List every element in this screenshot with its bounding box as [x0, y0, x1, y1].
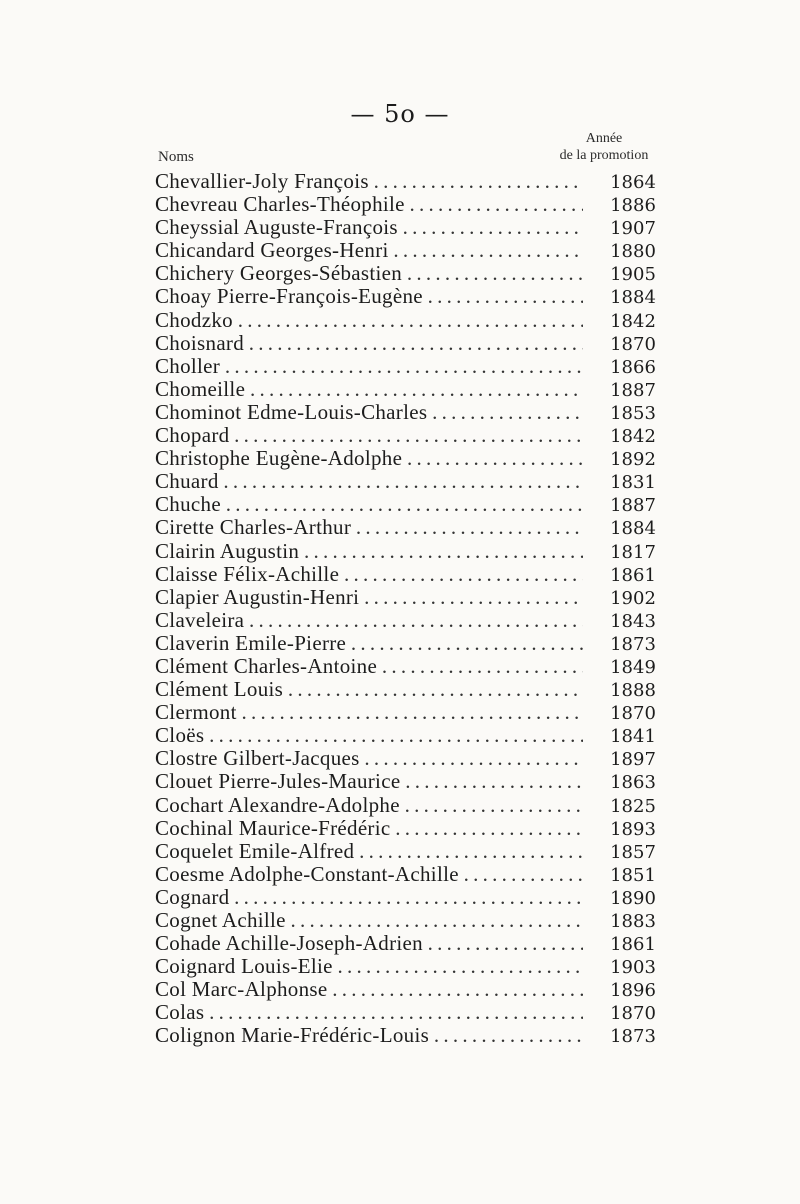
entry-year: 1853	[610, 402, 656, 424]
page-number: — 5o —	[350, 100, 450, 128]
entry-name: Claveleira . . .	[155, 609, 583, 632]
list-item	[155, 909, 685, 932]
entry-year: 1903	[610, 957, 656, 979]
entry-year: 1849	[610, 656, 656, 678]
list-item	[155, 470, 685, 493]
list-item	[155, 332, 685, 355]
list-item	[155, 886, 685, 909]
entry-year: 1861	[610, 934, 656, 956]
entry-name: Cloës . . .	[155, 724, 583, 747]
list-item	[155, 794, 685, 817]
list-item	[155, 424, 685, 447]
list-item	[155, 401, 685, 424]
entry-name: Chopard . . .	[155, 424, 583, 447]
list-item	[155, 817, 685, 840]
entry-year: 1880	[610, 241, 656, 263]
entry-name: Cirette Charles-Arthur . . .	[155, 516, 583, 539]
entry-name: Clermont . . .	[155, 701, 583, 724]
entry-name: Cognard . . .	[155, 886, 583, 909]
entry-year: 1887	[610, 495, 656, 517]
list-item	[155, 262, 685, 285]
entry-year: 1870	[610, 1003, 656, 1025]
entry-year: 1825	[610, 795, 656, 817]
list-item	[155, 216, 685, 239]
list-item	[155, 724, 685, 747]
entry-name: Choller . . .	[155, 355, 583, 378]
entry-name: Clément Charles-Antoine . . .	[155, 655, 583, 678]
year-header-line2: de la promotion	[559, 148, 649, 163]
entry-year: 1861	[610, 564, 656, 586]
list-item	[155, 840, 685, 863]
entry-name: Choisnard . . .	[155, 332, 583, 355]
entry-year: 1870	[610, 703, 656, 725]
entry-year: 1866	[610, 356, 656, 378]
list-item	[155, 309, 685, 332]
entry-year: 1897	[610, 749, 656, 771]
entry-year: 1864	[610, 172, 656, 193]
list-item	[155, 563, 685, 586]
entry-name: Chevallier-Joly François . . .	[155, 170, 583, 193]
entry-year: 1817	[610, 541, 656, 563]
entry-year: 1890	[610, 887, 656, 909]
entry-year: 1892	[610, 449, 656, 471]
entry-name: Chomeille . . .	[155, 378, 583, 401]
list-item	[155, 1001, 685, 1024]
list-item	[155, 239, 685, 262]
list-item	[155, 447, 685, 470]
entry-year: 1842	[610, 310, 656, 332]
entry-name: Claisse Félix-Achille . . .	[155, 563, 583, 586]
list-item	[155, 701, 685, 724]
names-column-header: Noms	[158, 149, 194, 165]
entry-name: Clairin Augustin . . .	[155, 540, 583, 563]
entry-year: 1873	[610, 1026, 656, 1048]
entry-year: 1887	[610, 379, 656, 401]
entry-name: Chicandard Georges-Henri . . .	[155, 239, 583, 262]
list-item	[155, 747, 685, 770]
list-item	[155, 378, 685, 401]
entry-name: Chichery Georges-Sébastien . . .	[155, 262, 583, 285]
promotion-list	[155, 170, 685, 1048]
list-item	[155, 1024, 685, 1047]
entry-name: Clouet Pierre-Jules-Maurice . . .	[155, 770, 583, 793]
year-column-header	[530, 130, 678, 164]
entry-year: 1843	[610, 610, 656, 632]
list-item	[155, 932, 685, 955]
entry-name: Chominot Edme-Louis-Charles . . .	[155, 401, 583, 424]
entry-name: Cheyssial Auguste-François . . .	[155, 216, 583, 239]
list-item	[155, 170, 685, 193]
entry-year: 1883	[610, 911, 656, 932]
entry-name: Colignon Marie-Frédéric-Louis . . .	[155, 1024, 583, 1047]
list-item	[155, 863, 685, 886]
entry-name: Col Marc-Alphonse . . .	[155, 978, 583, 1001]
entry-name: Cochart Alexandre-Adolphe . . .	[155, 794, 583, 817]
list-item	[155, 678, 685, 701]
entry-year: 1841	[610, 726, 656, 748]
entry-name: Clostre Gilbert-Jacques . . .	[155, 747, 583, 770]
list-item	[155, 540, 685, 563]
entry-year: 1884	[610, 518, 656, 540]
entry-name: Coquelet Emile-Alfred . . .	[155, 840, 583, 863]
entry-year: 1893	[610, 818, 656, 840]
list-item	[155, 285, 685, 308]
entry-year: 1857	[610, 841, 656, 863]
list-item	[155, 632, 685, 655]
entry-name: Chodzko . . .	[155, 309, 583, 332]
entry-year: 1870	[610, 333, 656, 355]
list-item	[155, 655, 685, 678]
list-item	[155, 586, 685, 609]
entry-name: Claverin Emile-Pierre . . .	[155, 632, 583, 655]
entry-name: Colas . . .	[155, 1001, 583, 1024]
entry-year: 1873	[610, 633, 656, 655]
list-item	[155, 955, 685, 978]
list-item	[155, 770, 685, 793]
entry-year: 1905	[610, 264, 656, 286]
entry-name: Cognet Achille . . .	[155, 909, 583, 932]
list-item	[155, 516, 685, 539]
entry-name: Clapier Augustin-Henri . . .	[155, 586, 583, 609]
entry-name: Coignard Louis-Elie . . .	[155, 955, 583, 978]
entry-year: 1902	[610, 587, 656, 609]
entry-name: Cohade Achille-Joseph-Adrien . . .	[155, 932, 583, 955]
entry-name: Clément Louis . . .	[155, 678, 583, 701]
entry-name: Christophe Eugène-Adolphe . . .	[155, 447, 583, 470]
entry-year: 1896	[610, 980, 656, 1002]
entry-name: Chevreau Charles-Théophile . . .	[155, 193, 583, 216]
list-item	[155, 355, 685, 378]
entry-year: 1831	[610, 472, 656, 494]
entry-year: 1888	[610, 680, 656, 702]
list-item	[155, 978, 685, 1001]
entry-name: Choay Pierre-François-Eugène . . .	[155, 285, 583, 308]
entry-name: Cochinal Maurice-Frédéric . . .	[155, 817, 583, 840]
entry-year: 1884	[610, 287, 656, 309]
entry-name: Coesme Adolphe-Constant-Achille . . .	[155, 863, 583, 886]
entry-name: Chuard . . .	[155, 470, 583, 493]
entry-year: 1907	[610, 218, 656, 240]
year-header-line1: Année	[585, 131, 623, 146]
list-item	[155, 193, 685, 216]
list-item	[155, 493, 685, 516]
entry-name: Chuche . . .	[155, 493, 583, 516]
entry-year: 1842	[610, 426, 656, 448]
entry-year: 1851	[610, 864, 656, 886]
list-item	[155, 609, 685, 632]
entry-year: 1863	[610, 772, 656, 794]
entry-year: 1886	[610, 195, 656, 217]
